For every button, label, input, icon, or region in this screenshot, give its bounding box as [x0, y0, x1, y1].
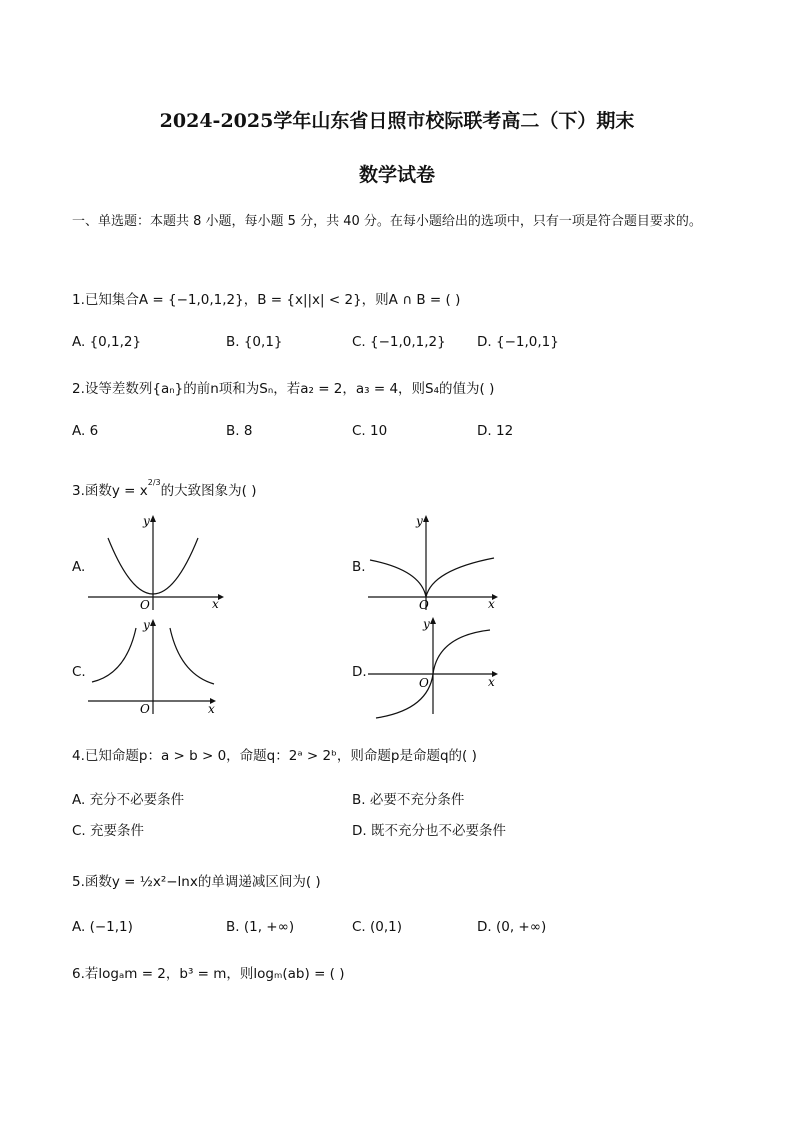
graph-a-x-arrow	[218, 594, 224, 600]
question-3-option-a: A.	[72, 559, 86, 575]
question-3-option-d: D.	[352, 664, 367, 680]
question-4-option-b: B. 必要不充分条件	[352, 792, 465, 808]
graph-c-origin-label: O	[140, 702, 150, 716]
graph-b-origin-label: O	[419, 598, 429, 612]
graph-b	[366, 510, 506, 615]
question-2-option-b: B. 8	[226, 423, 253, 439]
exam-subtitle: 数学试卷	[358, 164, 435, 186]
graph-a-x-label: x	[212, 597, 219, 611]
graph-d-y-arrow	[430, 617, 436, 624]
exam-title: 2024-2025学年山东省日照市校际联考高二（下）期末	[159, 110, 635, 132]
graph-c-curve-left	[92, 628, 136, 682]
question-3-stem	[72, 478, 256, 499]
question-5-option-a: A. (−1,1)	[72, 919, 133, 935]
question-1-option-d: D. {−1,0,1}	[477, 334, 559, 350]
section-header: 一、单选题：本题共 8 小题，每小题 5 分，共 40 分。在每小题给出的选项中，只有一项是符合题目要求的。	[72, 214, 702, 229]
graph-a-y-arrow	[150, 515, 156, 522]
question-1-option-c: C. {−1,0,1,2}	[352, 334, 446, 350]
question-2-option-c: C. 10	[352, 423, 388, 439]
graph-b-curve	[370, 558, 494, 597]
graph-c	[86, 614, 226, 719]
graph-c-y-label: y	[143, 618, 150, 632]
graph-b-y-arrow	[423, 515, 429, 522]
graph-d-y-label: y	[423, 617, 430, 631]
graph-c-curve-right	[170, 628, 214, 684]
question-1-stem: 1.已知集合A = {−1,0,1,2}，B = {x||x| < 2}，则A ∩ B = ( )	[72, 292, 461, 308]
graph-b-y-label: y	[416, 514, 423, 528]
question-3-option-c: C.	[72, 664, 86, 680]
question-3-stem-prefix: 3.函数y = x	[72, 483, 148, 499]
question-2-option-a: A. 6	[72, 423, 99, 439]
question-1-option-b: B. {0,1}	[226, 334, 283, 350]
question-2-option-d: D. 12	[477, 423, 514, 439]
question-5-stem: 5.函数y = ½x²−lnx的单调递减区间为( )	[72, 874, 321, 890]
question-3-stem-suffix: 的大致图象为( )	[160, 483, 257, 499]
graph-a-origin-label: O	[140, 598, 150, 612]
question-2-stem: 2.设等差数列{aₙ}的前n项和为Sₙ，若a₂ = 2，a₃ = 4，则S₄的值为( )	[72, 381, 495, 397]
question-6-stem: 6.若logₐm = 2，b³ = m，则logₘ(ab) = ( )	[72, 966, 345, 982]
graph-a	[86, 510, 226, 615]
graph-b-x-label: x	[488, 597, 495, 611]
question-4-option-a: A. 充分不必要条件	[72, 792, 185, 808]
graph-c-x-label: x	[208, 702, 215, 716]
graph-d-x-label: x	[488, 675, 495, 689]
graph-d-origin-label: O	[419, 676, 429, 690]
question-1-option-a: A. {0,1,2}	[72, 334, 142, 350]
graph-c-y-arrow	[150, 619, 156, 626]
question-5-option-c: C. (0,1)	[352, 919, 403, 935]
graph-d	[366, 614, 506, 719]
question-4-stem: 4.已知命题p：a > b > 0，命题q：2ᵃ > 2ᵇ，则命题p是命题q的( )	[72, 748, 477, 764]
question-4-option-d: D. 既不充分也不必要条件	[352, 823, 506, 839]
graph-a-y-label: y	[143, 514, 150, 528]
question-3-option-b: B.	[352, 559, 366, 575]
question-4-option-c: C. 充要条件	[72, 823, 145, 839]
question-5-option-d: D. (0, +∞)	[477, 919, 547, 935]
question-5-option-b: B. (1, +∞)	[226, 919, 295, 935]
question-3-exponent: 2/3	[147, 478, 161, 487]
